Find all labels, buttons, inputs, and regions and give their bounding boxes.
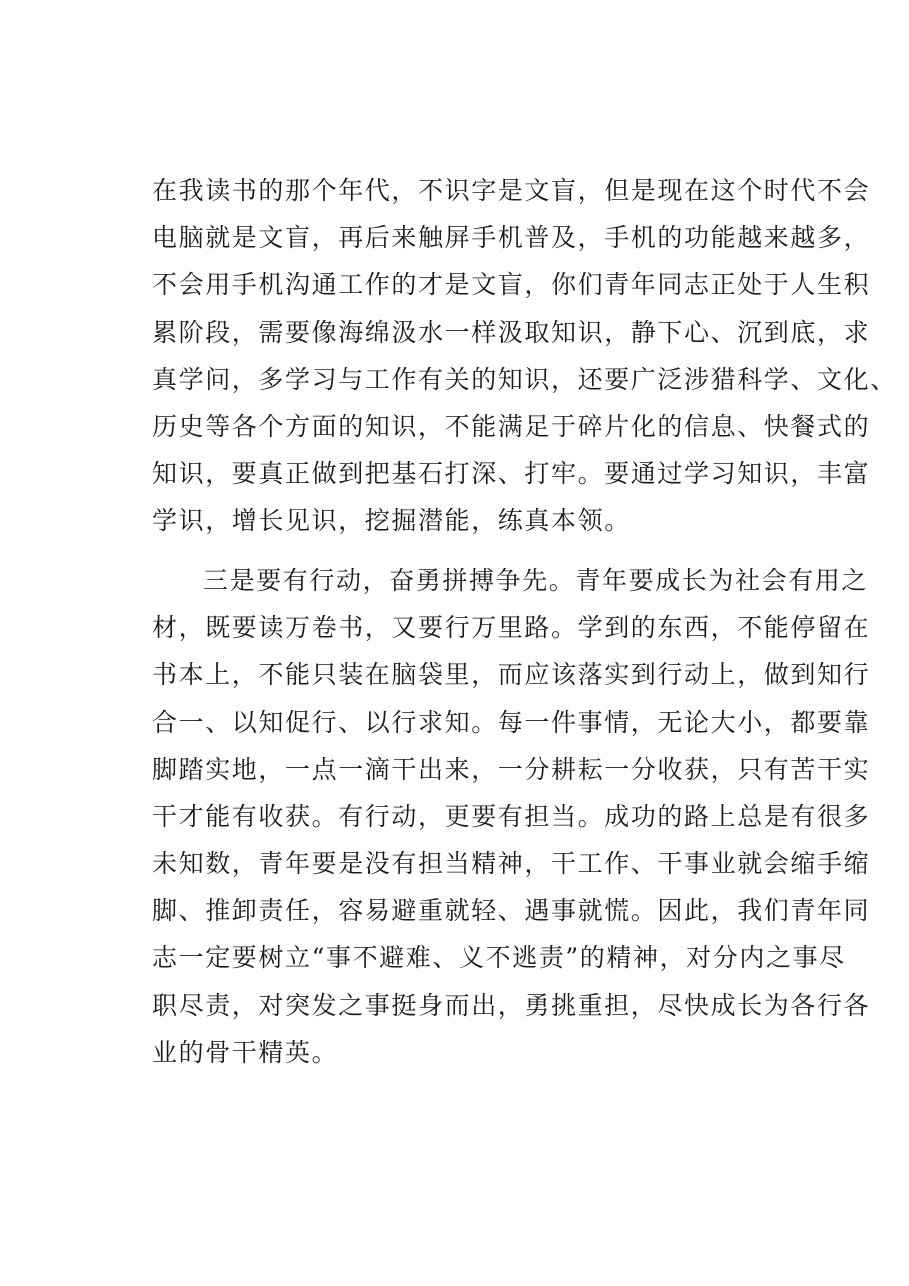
text-line: 合一、以知促行、以行求知。每一件事情，无论大小，都要靠	[152, 708, 871, 737]
text-line: 业的骨干精英。	[152, 1038, 339, 1067]
text-line: 书本上，不能只装在脑袋里，而应该落实到行动上，做到知行	[152, 660, 871, 689]
text-line: 累阶段，需要像海绵汲水一样汲取知识，静下心、沉到底，求	[152, 318, 871, 347]
text-line: 脚、推卸责任，容易避重就轻、遇事就慌。因此，我们青年同	[152, 896, 871, 925]
text-line: 学识，增长见识，挖掘潜能，练真本领。	[152, 506, 631, 535]
text-line: 电脑就是文盲，再后来触屏手机普及，手机的功能越来越多，	[152, 223, 871, 252]
paragraph-first-line: 三是要有行动，奋勇拼搏争先。青年要成长为社会有用之	[203, 566, 869, 595]
text-line: 在我读书的那个年代，不识字是文盲，但是现在这个时代不会	[152, 176, 871, 205]
text-line: 未知数，青年要是没有担当精神，干工作、干事业就会缩手缩	[152, 849, 871, 878]
text-line: 脚踏实地，一点一滴干出来，一分耕耘一分收获，只有苦干实	[152, 755, 871, 784]
text-line: 不会用手机沟通工作的才是文盲，你们青年同志正处于人生积	[152, 270, 871, 299]
text-line: 材，既要读万卷书，又要行万里路。学到的东西，不能停留在	[152, 613, 871, 642]
text-line: 历史等各个方面的知识，不能满足于碎片化的信息、快餐式的	[152, 412, 871, 441]
text-line: 知识，要真正做到把基石打深、打牢。要通过学习知识，丰富	[152, 459, 871, 488]
text-line: 真学问，多学习与工作有关的知识，还要广泛涉猎科学、文化、	[152, 365, 897, 394]
text-line: 职尽责，对突发之事挺身而出，勇挑重担，尽快成长为各行各	[152, 991, 871, 1020]
text-line: 干才能有收获。有行动，更要有担当。成功的路上总是有很多	[152, 802, 871, 831]
text-line: 志一定要树立“事不避难、义不逃责”的精神，对分内之事尽	[152, 943, 846, 972]
